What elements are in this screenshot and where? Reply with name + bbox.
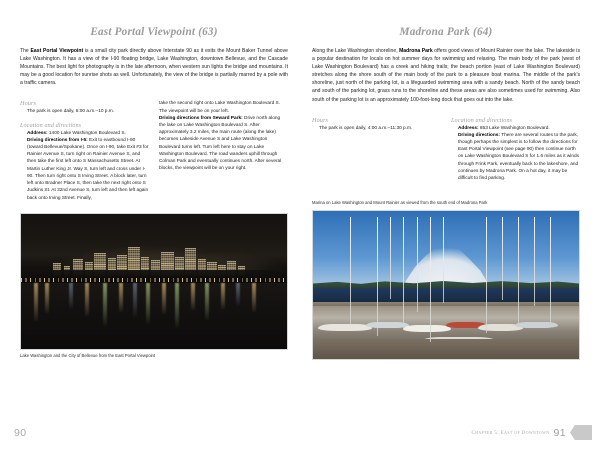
info-column-primary bbox=[20, 100, 149, 201]
photo-night-skyline-over-lake bbox=[20, 213, 288, 350]
hours-heading: Hours bbox=[312, 116, 328, 124]
chevron-left-icon bbox=[570, 425, 592, 440]
address-value: 853 Lake Washington Boulevard. bbox=[478, 125, 550, 131]
intro-paragraph-madrona bbox=[312, 47, 580, 104]
address-label: Address: bbox=[458, 125, 479, 131]
photo-marina-sailboats-with-mount-rainier bbox=[312, 210, 580, 360]
figure-caption-east-portal: Lake Washington and the City of Bellevue from the East Portal Viewpoint bbox=[20, 352, 156, 358]
figure-caption-madrona: Marina on Lake Washington and Mount Rainier as viewed from the south end of Madrona Park bbox=[312, 200, 488, 206]
figure-madrona bbox=[312, 200, 580, 360]
location-heading: Location and directions bbox=[451, 116, 513, 124]
directions-seward bbox=[159, 115, 288, 173]
hours-text: The park is open daily, 6:00 a.m.–10 p.m. bbox=[27, 109, 115, 115]
directions-seward-label: Driving directions from Seward Park: bbox=[159, 115, 243, 121]
wooden-pier bbox=[313, 339, 579, 360]
directions-i5 bbox=[27, 137, 149, 202]
info-column-hours bbox=[312, 117, 441, 183]
folio-page-90: 90 bbox=[14, 427, 27, 439]
info-column-location bbox=[451, 117, 580, 183]
directions-i5-label: Driving directions from I-5: bbox=[27, 137, 88, 143]
info-column-secondary bbox=[159, 100, 288, 201]
directions-continued: take the second right onto Lake Washington Boulevard S. The viewpoint will be on your left. bbox=[159, 101, 281, 114]
directions-i5-text: Exit to eastbound I-90 (toward Bellevue/Spokane). Once on I-90, take Exit #3 for Rainier Avenue S, turn right on Rainier Avenue S, and then take the first left onto S Massachusetts Street. At Martin Luther King Jr. Way S, turn left and cross under I-90. Then turn right onto S Irving Street. A block later, turn left onto Bradner Place S, then take the next right onto S Judkins St. At 32nd Avenue S, turn left and then left again back onto Irving Street. Finally, bbox=[27, 137, 149, 201]
intro-bold-term: Madrona Park bbox=[399, 48, 433, 54]
intro-paragraph-east-portal bbox=[20, 47, 288, 87]
intro-rest: offers good views of Mount Rainier over the lake. The lakeside is a popular destination for locals on hot summer days for swimming and relaxing. The main body of the park (west of Lake Washington Boulevard) has a creek and hiking trails; the beach portion (east of Lake Washington Boulevard) stretches along the shore south of the main body of the park to a pleasure boat marina. The middle of the park's shoreline, just north of the parking lot, is a lifeguarded swimming area with a sandy beach. North of the sandy beach and south of the parking lot, grass runs to the shoreline and these areas are also sometimes used for swimming. Also south of the parking lot is an approximately 100-foot-long dock that goes out into the lake. bbox=[312, 48, 580, 103]
directions-text: There are several routes to the park, though perhaps the simplest is to follow the directions for East Portal Viewpoint (see page 90) then continue north on Lake Washington Boulevard S for 1.6 miles as it winds through Frink Park, eventually back to the lakeshore, and continues by Madrona Park. On a hot day, it may be difficult to find parking. bbox=[458, 132, 580, 182]
address-value: 1400 Lake Washington Boulevard S. bbox=[47, 130, 126, 136]
folio-block-page-91 bbox=[471, 425, 592, 440]
figure-east-portal bbox=[20, 213, 288, 359]
address-label: Address: bbox=[27, 130, 48, 136]
intro-rest: is a small city park directly above Interstate 90 as it exits the Mount Baker Tunnel above Lake Washington. It has a view of the I-90 floating bridge, Lake Washington, downtown Bellevue, and the Cascade Mountains. The best light for photography is in the late afternoon, when western sun lights the bridge and mountains. It may be a good location for sunrise shots as well. Unfortunately, the view of the bridge is partially marred by a pole with a traffic camera. bbox=[20, 48, 288, 87]
address-line bbox=[458, 125, 580, 132]
lake-water bbox=[21, 283, 287, 349]
intro-bold-term: East Portal Viewpoint bbox=[30, 48, 84, 54]
info-columns-east-portal bbox=[20, 100, 288, 201]
info-columns-madrona bbox=[312, 117, 580, 183]
hours-heading: Hours bbox=[20, 100, 36, 108]
intro-lead: Along the Lake Washington shoreline, bbox=[312, 48, 400, 54]
intro-lead: The bbox=[20, 48, 31, 54]
hours-text: The park is open daily, 4:00 a.m.–11:30 p.m. bbox=[319, 125, 413, 131]
directions-seward-text: Drive north along the lake on Lake Washington Boulevard S. After approximately 3.2 miles, the main route (along the lake) becomes Lakeside Avenue S and Lake Washington Boulevard turns left. Turn left here to stay on Lake Washington Boulevard. The road wanders uphill through Colman Park and eventually continues north. After several blocks, the viewpoint will be on your right. bbox=[159, 115, 282, 172]
folio-page-91: 91 bbox=[553, 426, 566, 439]
location-heading: Location and directions bbox=[20, 121, 82, 129]
chapter-running-head: Chapter 5: East of Downtown bbox=[471, 430, 550, 436]
driving-directions bbox=[458, 132, 580, 182]
shore-lights bbox=[21, 278, 287, 282]
directions-label: Driving directions: bbox=[458, 132, 500, 138]
page-title-madrona-park: Madrona Park (64) bbox=[399, 26, 493, 38]
address-line bbox=[27, 130, 149, 137]
page-title-east-portal: East Portal Viewpoint (63) bbox=[90, 26, 218, 38]
right-page bbox=[300, 0, 600, 450]
